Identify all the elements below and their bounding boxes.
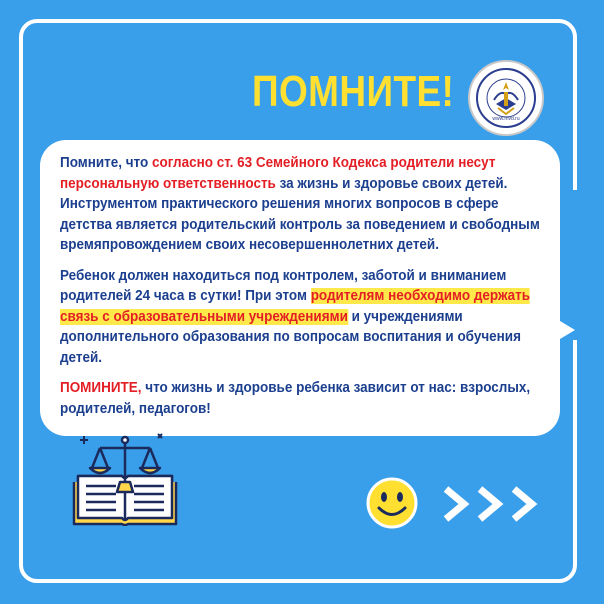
page-title: ПОМНИТЕ! — [252, 67, 455, 116]
red-highlight-text-span: родителям необходимо держать связь с образовательными учреждениями — [60, 288, 531, 325]
text-span: Ребенок должен находиться под контролем, заботой и вниманием родителей 24 часа в сутки! При этом — [60, 267, 507, 304]
speech-bubble-tail — [555, 318, 575, 342]
emblem-icon — [484, 76, 528, 120]
emblem-logo — [468, 60, 544, 136]
logo-caption: www.mvd.ru — [492, 116, 520, 122]
text-span: Помните, что — [60, 155, 153, 171]
smiley-face-icon — [364, 475, 420, 531]
paragraph-1 — [60, 153, 548, 256]
paragraph-3 — [60, 378, 548, 419]
triple-chevron-right-icon — [440, 484, 544, 524]
paragraph-2 — [60, 266, 548, 369]
red-text-span: согласно ст. 63 Семейного Кодекса родители несут персональную ответственность — [60, 155, 496, 192]
message-text — [60, 153, 540, 429]
text-span: и учреждениями дополнительного образования по вопросам воспитания и обучения детей. — [60, 308, 521, 366]
scales-of-justice-book-icon — [70, 432, 180, 526]
text-span: за жизнь и здоровье своих детей. Инструментом практического решения многих вопросов в сфере детства является родительский контроль за поведением и свободным времяпровождением своих несовершеннолетних детей. — [60, 175, 540, 253]
red-text-span: ПОМИНИТЕ, — [60, 380, 142, 396]
text-span: что жизнь и здоровье ребенка зависит от нас: взрослых, родителей, педагогов! — [60, 380, 531, 417]
